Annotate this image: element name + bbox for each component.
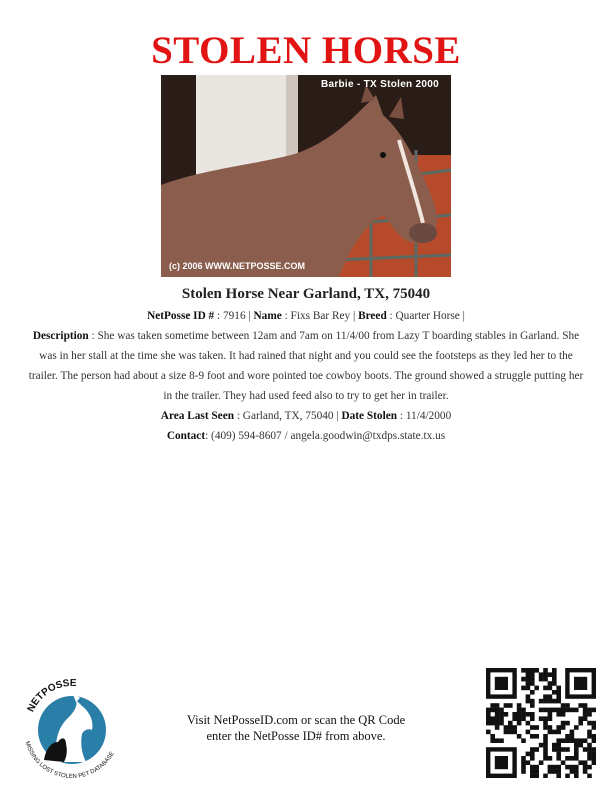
listing-heading: Stolen Horse Near Garland, TX, 75040 — [181, 286, 431, 302]
name-label: Name — [253, 310, 282, 322]
breed-value: : Quarter Horse | — [386, 310, 465, 322]
photo-caption: Barbie - TX Stolen 2000 — [320, 79, 439, 90]
name-value: : Fixs Bar Rey | — [281, 310, 359, 322]
description-label: Description — [32, 330, 89, 342]
date-label: Date Stolen — [341, 410, 398, 422]
contact-label: Contact — [166, 430, 206, 442]
id-line — [24, 306, 588, 326]
contact-value: : (409) 594-8607 / angela.goodwin@txdps.state.tx.us — [205, 430, 446, 442]
netposse-logo — [16, 672, 128, 780]
qr-code[interactable] — [486, 668, 596, 778]
logo-top-text: NETPOSSE — [25, 677, 77, 714]
footer-line-2: enter the NetPosse ID# from above. — [206, 729, 386, 743]
date-value: : 11/4/2000 — [397, 410, 452, 422]
footer-instructions — [166, 712, 426, 744]
area-value: : Garland, TX, 75040 | — [234, 410, 342, 422]
area-label: Area Last Seen — [160, 410, 234, 422]
footer-line-1: Visit NetPosseID.com or scan the QR Code — [186, 713, 406, 727]
description-line — [24, 326, 588, 406]
page-title: STOLEN HORSE — [151, 29, 461, 72]
contact-line — [24, 426, 588, 446]
photo-copyright: (c) 2006 WWW.NETPOSSE.COM — [169, 261, 306, 271]
description-value: : She was taken sometime between 12am and 7am on 11/4/00 from Lazy T boarding stables in Garland. She was in her stall at the time she was taken. It had rained that night and you could see the footsteps as they led her to the trailer. The person had about a size 8-9 foot and wore pointed toe cowboy boots. The ground showed a struggle putting her in the trailer. They had used feed also to try to get her in trailer. — [28, 330, 584, 402]
horse-photo — [161, 75, 451, 277]
area-line — [24, 406, 588, 426]
horse-details — [24, 306, 588, 446]
id-value: : 7916 | — [214, 310, 254, 322]
id-label: NetPosse ID # — [147, 310, 215, 322]
breed-label: Breed — [358, 310, 387, 322]
logo-bottom-text: MISSING LOST STOLEN PET DATABASE — [23, 740, 116, 780]
